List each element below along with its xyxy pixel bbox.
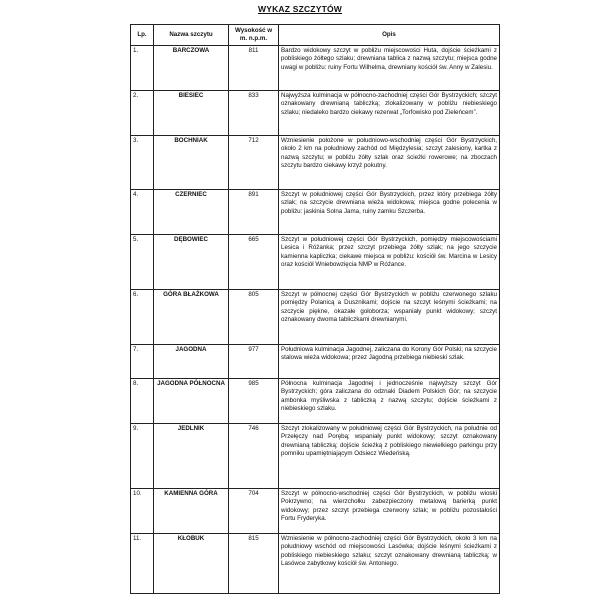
header-height: Wysokość w m. n.p.m.	[229, 25, 279, 46]
peak-name: KŁOBUK	[154, 534, 229, 594]
table-row	[131, 345, 500, 379]
peak-description: Najwyższa kulminacja w północno-zachodniej części Gór Bystrzyckich; szczyt oznakowany drewnianą tabliczką; zlokalizowany w pobliżu niebieskiego szlaku; niedaleko bardzo ciekawy rezerwat „Torfowisko pod Zieleńcem”.	[279, 91, 500, 136]
table-header-row	[131, 25, 500, 46]
table-row	[131, 534, 500, 594]
peak-height: 891	[229, 190, 279, 235]
peak-description: Wzniesienie położone w południowo-wschodniej części Gór Bystrzyckich, około 2 km na południowy zachód od Międzylesia; szczyt zalesiony, kartka z nazwą szczytu; w pobliżu żółty szlak oraz ścieżki rowerowe; na zboczach szczytu bardzo ciekawy krzyż pokutny.	[279, 136, 500, 190]
table-row	[131, 91, 500, 136]
header-lp: Lp.	[131, 25, 154, 46]
peak-height: 712	[229, 136, 279, 190]
peak-description: Wzniesienie w północno-zachodniej części Gór Bystrzyckich, około 3 km na południowy wschód od miejscowości Lasówka; dojście leśnymi ścieżkami z pobliskiego niebieskiego szlaku; szczyt oznakowany drewnianą tabliczką; w Lasówce zabytkowy kościół św. Antoniego.	[279, 534, 500, 594]
peak-height: 977	[229, 345, 279, 379]
peak-description: Szczyt w południowej części Gór Bystrzyckich, przez który przebiega żółty szlak; na szczycie drewniana wieża widokowa; miejsca godne polecenia w pobliżu: jaskinia Solna Jama, ruiny zamku Szczerba.	[279, 190, 500, 235]
peak-height: 665	[229, 235, 279, 290]
table-row	[131, 136, 500, 190]
table-row	[131, 190, 500, 235]
peak-height: 833	[229, 91, 279, 136]
row-lp: 9.	[131, 424, 154, 489]
row-lp: 10.	[131, 489, 154, 534]
table-row	[131, 489, 500, 534]
peak-name: GÓRA BŁAŻKOWA	[154, 290, 229, 345]
peak-height: 704	[229, 489, 279, 534]
table-row	[131, 235, 500, 290]
peak-name: JEDLNIK	[154, 424, 229, 489]
peak-name: JAGODNA	[154, 345, 229, 379]
table-row	[131, 290, 500, 345]
row-lp: 4.	[131, 190, 154, 235]
peak-description: Szczyt w północnej części Gór Bystrzyckich w pobliżu czerwonego szlaku pomiędzy Polanicą a Dusznikami; dojście na szczyt leśnymi ścieżkami; na szczycie piękne, okazałe gołoborza; wspaniały punkt widokowy; szczyt oznakowany dwoma tabliczkami drewnianymi.	[279, 290, 500, 345]
peak-description: Południowa kulminacja Jagodnej, zaliczana do Korony Gór Polski; na szczycie stalowa wieża widokowa; przez Jagodną przebiega niebieski szlak.	[279, 345, 500, 379]
row-lp: 5.	[131, 235, 154, 290]
peak-height: 815	[229, 534, 279, 594]
header-description: Opis	[279, 25, 500, 46]
peaks-table	[130, 24, 500, 594]
row-lp: 1.	[131, 46, 154, 91]
peak-name: DĘBOWIEC	[154, 235, 229, 290]
peak-name: BIESIEC	[154, 91, 229, 136]
peak-description: Bardzo widokowy szczyt w pobliżu miejscowości Huta, dojście ścieżkami z pobliskiego żółtego szlaku; drewniana tablica z nazwą szczytu; miejsca godne uwagi w pobliżu: ruiny Fortu Wilhelma, drewniany kościół św. Anny w Zalesiu.	[279, 46, 500, 91]
row-lp: 6.	[131, 290, 154, 345]
table-row	[131, 424, 500, 489]
row-lp: 2.	[131, 91, 154, 136]
row-lp: 11.	[131, 534, 154, 594]
peak-description: Szczyt w północno-wschodniej części Gór Bystrzyckich, w pobliżu wioski Pokrzywno; na wierzchołku zabezpieczony metalową barierką punkt widokowy; przez szczyt przebiega czerwony szlak; w pobliżu pozostałości Fortu Fryderyka.	[279, 489, 500, 534]
table-row	[131, 46, 500, 91]
peak-name: BARCZOWA	[154, 46, 229, 91]
page-title: WYKAZ SZCZYTÓW	[257, 4, 342, 14]
peak-name: KAMIENNA GÓRA	[154, 489, 229, 534]
peak-height: 805	[229, 290, 279, 345]
peak-height: 811	[229, 46, 279, 91]
peak-description: Północna kulminacja Jagodnej i jednocześnie najwyższy szczyt Gór Bystrzyckich; góra zaliczana do odznaki Diadem Polskich Gór; na szczycie ambonka myśliwska z tabliczką z nazwą szczytu; dojście ścieżkami z niebieskiego szlaku.	[279, 379, 500, 424]
peak-description: Szczyt zlokalizowany w południowej części Gór Bystrzyckich, na południe od Przełęczy nad Porębą; wspaniały punkt widokowy; szczyt oznakowany drewnianą tabliczką; dojście ścieżką z pobliskiego niewielkiego parkingu przy pomniku upamiętniającym Odsiecz Wiedeńską.	[279, 424, 500, 489]
peak-height: 985	[229, 379, 279, 424]
peak-height: 746	[229, 424, 279, 489]
peak-name: JAGODNA PÓŁNOCNA	[154, 379, 229, 424]
row-lp: 7.	[131, 345, 154, 379]
peak-name: CZERNIEC	[154, 190, 229, 235]
table-row	[131, 379, 500, 424]
header-name: Nazwa szczytu	[154, 25, 229, 46]
peak-description: Szczyt w południowej części Gór Bystrzyckich, pomiędzy miejscowościami Lesica i Różanka; przez szczyt przebiega żółty szlak; na jego szczycie kamienna kapliczka; ciekawe miejsca w pobliżu: kościół św. Marcina w Lesicy oraz kościół Wniebowzięcia NMP w Różance.	[279, 235, 500, 290]
peak-name: BOCHNIAK	[154, 136, 229, 190]
row-lp: 8.	[131, 379, 154, 424]
row-lp: 3.	[131, 136, 154, 190]
